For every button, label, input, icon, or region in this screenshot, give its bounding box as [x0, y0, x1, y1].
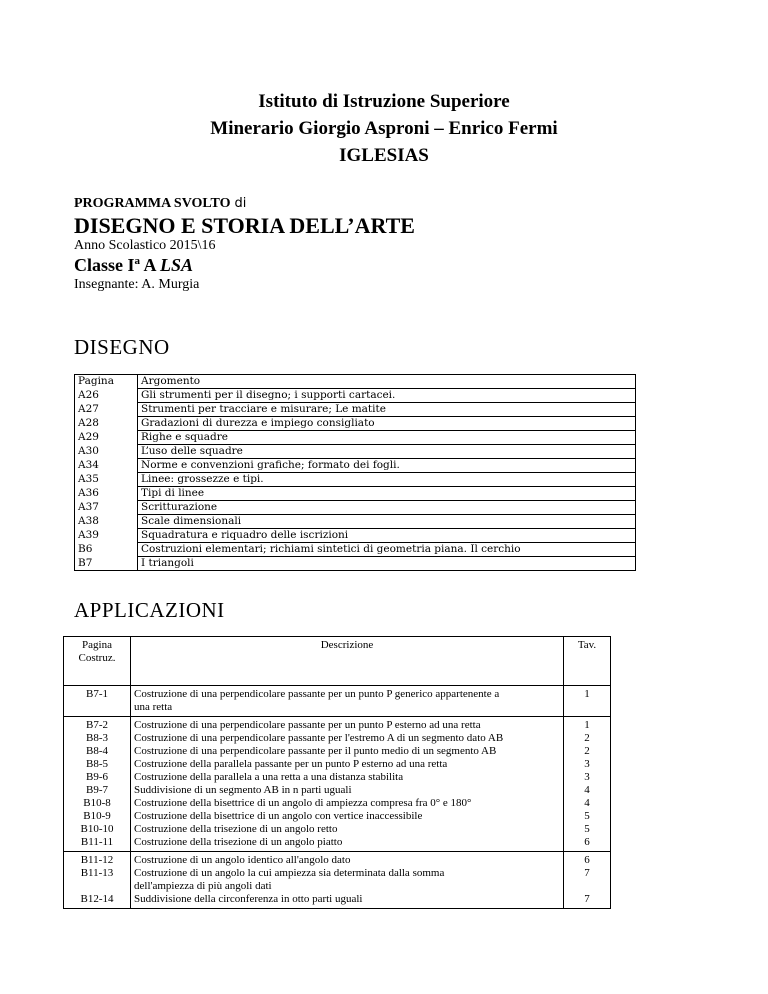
class-prefix: Classe I: [74, 255, 135, 275]
table-row: [75, 389, 636, 403]
class-course: LSA: [160, 255, 194, 275]
row-topic: Scritturazione: [138, 501, 636, 515]
tav-number: 3: [584, 771, 590, 783]
group2-descriptions: [131, 717, 564, 852]
table-header-row: [75, 375, 636, 389]
tav-number: 7: [584, 893, 590, 905]
disegno-section-title: DISEGNO: [74, 335, 170, 359]
construction-description: Costruzione della trisezione di un angolo retto: [134, 823, 338, 835]
row-page: A29: [75, 431, 138, 445]
program-label: [74, 196, 246, 212]
tav-number: 2: [584, 732, 590, 744]
construction-description: una retta: [134, 701, 173, 713]
group1-descriptions: [131, 686, 564, 717]
table-row: [75, 459, 636, 473]
row-topic: Costruzioni elementari; richiami sintetici di geometria piana. Il cerchio: [138, 543, 636, 557]
construction-page: B8-5: [86, 758, 108, 770]
row-topic: Gradazioni di durezza e impiego consigliato: [138, 417, 636, 431]
row-page: A37: [75, 501, 138, 515]
group3-descriptions: [131, 852, 564, 909]
row-page: A34: [75, 459, 138, 473]
row-topic: Scale dimensionali: [138, 515, 636, 529]
class-superscript: a: [134, 255, 141, 267]
construction-page: B10-9: [83, 810, 111, 822]
column-header-description: Descrizione: [131, 637, 564, 686]
construction-description: Suddivisione di un segmento AB in n parti uguali: [134, 784, 352, 796]
construction-page: B10-10: [80, 823, 114, 835]
column-header-topic: Argomento: [138, 375, 636, 389]
tav-number: [567, 880, 607, 893]
table-row-group1: [64, 686, 611, 717]
construction-page: [67, 880, 127, 893]
applicazioni-table: [63, 636, 611, 909]
table-row-group2: [64, 717, 611, 852]
subject-title: DISEGNO E STORIA DELL’ARTE: [74, 213, 415, 238]
construction-page: B10-8: [83, 797, 111, 809]
construction-description: Costruzione della parallela passante per un punto P esterno ad una retta: [134, 758, 448, 770]
row-page: A39: [75, 529, 138, 543]
program-label-text: PROGRAMMA SVOLTO: [74, 196, 231, 211]
construction-description: Costruzione di una perpendicolare passante per un punto P generico appartenente a: [134, 688, 500, 700]
construction-description: Costruzione di una perpendicolare passante per l'estremo A di un segmento dato AB: [134, 732, 504, 744]
construction-description: Costruzione della bisettrice di un angolo di ampiezza compresa fra 0° e 180°: [134, 797, 472, 809]
school-year: Anno Scolastico 2015\16: [74, 238, 216, 253]
construction-page: B8-3: [86, 732, 108, 744]
group2-tav: [564, 717, 611, 852]
construction-description: Suddivisione della circonferenza in otto parti uguali: [134, 893, 363, 905]
tav-number: 6: [584, 854, 590, 866]
construction-page: B9-6: [86, 771, 108, 783]
table-row: [75, 473, 636, 487]
table-row-group3: [64, 852, 611, 909]
tav-number: 4: [584, 784, 590, 796]
program-label-di: di: [234, 196, 247, 211]
group3-tav: [564, 852, 611, 909]
construction-page: B11-13: [80, 867, 114, 879]
construction-description: dell'ampiezza di più angoli dati: [134, 880, 272, 892]
construction-page: B8-4: [86, 745, 108, 757]
row-topic: Linee: grossezze e tipi.: [138, 473, 636, 487]
tav-number: 1: [584, 688, 590, 700]
row-page: A27: [75, 403, 138, 417]
table-row: [75, 445, 636, 459]
group1-pages: [64, 686, 131, 717]
column-header-tav: Tav.: [564, 637, 611, 686]
row-topic: L’uso delle squadre: [138, 445, 636, 459]
construction-description: Costruzione di un angolo la cui ampiezza sia determinata dalla somma: [134, 867, 445, 879]
construction-page: B11-12: [80, 854, 114, 866]
construction-page: B7-1: [86, 688, 108, 700]
row-topic: Squadratura e riquadro delle iscrizioni: [138, 529, 636, 543]
table-header-row: [64, 637, 611, 686]
row-page: A30: [75, 445, 138, 459]
construction-description: Costruzione di una perpendicolare passante per il punto medio di un segmento AB: [134, 745, 497, 757]
column-header-page: Pagina: [75, 375, 138, 389]
school-name-line1: Istituto di Istruzione Superiore: [258, 91, 510, 112]
disegno-table: [74, 374, 636, 571]
group3-pages: [64, 852, 131, 909]
row-topic: Strumenti per tracciare e misurare; Le matite: [138, 403, 636, 417]
tav-number: 5: [584, 810, 590, 822]
row-topic: Tipi di linee: [138, 487, 636, 501]
column-header-page-line2: Costruz.: [78, 652, 116, 664]
teacher-name: Insegnante: A. Murgia: [74, 277, 200, 292]
row-page: A35: [75, 473, 138, 487]
class-label: [74, 255, 193, 276]
table-row: [75, 431, 636, 445]
tav-number: 1: [584, 719, 590, 731]
tav-number: 2: [584, 745, 590, 757]
table-row: [75, 557, 636, 571]
row-page: A28: [75, 417, 138, 431]
group1-tav: [564, 686, 611, 717]
school-city: IGLESIAS: [339, 145, 429, 166]
construction-description: Costruzione di un angolo identico all'angolo dato: [134, 854, 351, 866]
construction-page: B12-14: [80, 893, 114, 905]
row-page: A26: [75, 389, 138, 403]
tav-number: 6: [584, 836, 590, 848]
table-row: [75, 529, 636, 543]
table-row: [75, 501, 636, 515]
row-page: A36: [75, 487, 138, 501]
row-topic: Gli strumenti per il disegno; i supporti cartacei.: [138, 389, 636, 403]
column-header-page: [64, 637, 131, 686]
table-row: [75, 515, 636, 529]
table-row: [75, 543, 636, 557]
table-row: [75, 417, 636, 431]
school-name-line2: Minerario Giorgio Asproni – Enrico Fermi: [210, 118, 558, 139]
tav-number: 4: [584, 797, 590, 809]
tav-number: 3: [584, 758, 590, 770]
row-page: B6: [75, 543, 138, 557]
construction-page: B7-2: [86, 719, 108, 731]
row-page: A38: [75, 515, 138, 529]
construction-description: Costruzione di una perpendicolare passante per un punto P esterno ad una retta: [134, 719, 481, 731]
construction-description: Costruzione della bisettrice di un angolo con vertice inaccessibile: [134, 810, 423, 822]
school-header: [0, 88, 768, 169]
row-topic: Norme e convenzioni grafiche; formato dei fogli.: [138, 459, 636, 473]
tav-number: 5: [584, 823, 590, 835]
table-row: [75, 403, 636, 417]
tav-number: 7: [584, 867, 590, 879]
construction-description: Costruzione della trisezione di un angolo piatto: [134, 836, 343, 848]
construction-page: B9-7: [86, 784, 108, 796]
column-header-page-line1: Pagina: [82, 639, 112, 651]
class-section: A: [140, 255, 161, 275]
construction-page: B11-11: [80, 836, 114, 848]
row-page: B7: [75, 557, 138, 571]
applicazioni-section-title: APPLICAZIONI: [74, 598, 225, 622]
table-row: [75, 487, 636, 501]
row-topic: Righe e squadre: [138, 431, 636, 445]
construction-description: Costruzione della parallela a una retta a una distanza stabilita: [134, 771, 404, 783]
group2-pages: [64, 717, 131, 852]
row-topic: I triangoli: [138, 557, 636, 571]
